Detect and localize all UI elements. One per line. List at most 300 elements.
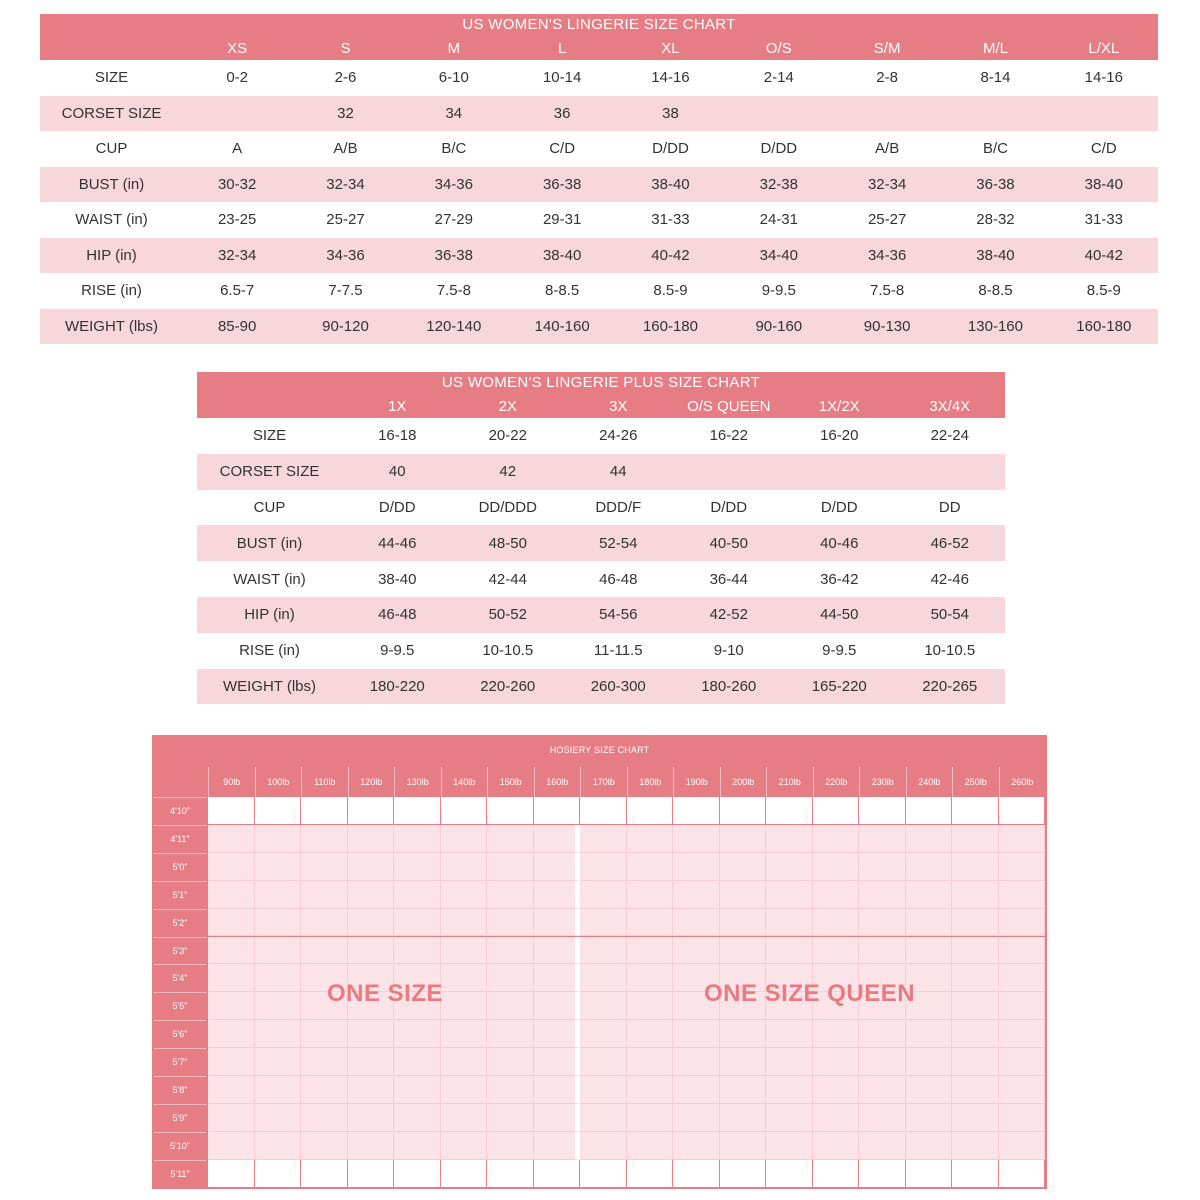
- main-table-cell: 9-9.5: [761, 282, 796, 300]
- hosiery-grid-cell: [813, 909, 860, 937]
- hosiery-grid-cell: [813, 937, 860, 965]
- hosiery-grid-cell: [906, 1132, 953, 1160]
- main-table-cell: A/B: [333, 140, 358, 158]
- hosiery-grid-cell: [952, 937, 999, 965]
- hosiery-grid-cell: [859, 1132, 906, 1160]
- hosiery-grid-cell: [394, 909, 441, 937]
- hosiery-grid-cell: [952, 992, 999, 1020]
- hosiery-grid-cell: [999, 992, 1046, 1020]
- hosiery-grid-cell: [487, 853, 534, 881]
- hosiery-grid-cell: [906, 1020, 953, 1048]
- hosiery-grid-cell: [859, 797, 906, 825]
- main-table-row: [40, 202, 1158, 238]
- hosiery-grid-cell: [627, 909, 674, 937]
- hosiery-grid-cell: [720, 1132, 767, 1160]
- plus-table-cell: 10-10.5: [482, 642, 534, 660]
- hosiery-grid-cell: [441, 992, 488, 1020]
- main-table-cell: 8.5-9: [1086, 282, 1121, 300]
- hosiery-grid-cell: [441, 964, 488, 992]
- main-table-cell: D/DD: [760, 140, 798, 158]
- main-table-cell: [725, 96, 833, 132]
- plus-table-cell: DD/DDD: [478, 498, 537, 516]
- hosiery-grid-cell: [720, 1104, 767, 1132]
- hosiery-grid-cell: [441, 1160, 488, 1188]
- plus-table-cell: 11-11.5: [593, 642, 643, 660]
- weight-header: 200lb: [720, 767, 767, 797]
- main-table-row: [40, 273, 1158, 309]
- hosiery-grid-cell: [673, 1076, 720, 1104]
- lingerie-size-chart-title: US WOMEN'S LINGERIE SIZE CHART: [40, 14, 1158, 36]
- plus-table-cell: 42-44: [488, 570, 527, 588]
- main-table-cell: 8.5-9: [653, 282, 688, 300]
- hosiery-grid-cell: [534, 1132, 581, 1160]
- height-label: 5'8": [154, 1076, 206, 1104]
- hosiery-grid-cell: [394, 1104, 441, 1132]
- hosiery-grid-cell: [301, 825, 348, 853]
- plus-table-cell: 9-10: [713, 642, 744, 660]
- hosiery-grid-cell: [534, 1160, 581, 1188]
- hosiery-grid-cell: [952, 1104, 999, 1132]
- weight-header: 230lb: [859, 767, 906, 797]
- main-size-header: S/M: [833, 36, 941, 60]
- main-table-cell: 36: [508, 96, 616, 132]
- plus-table-cell: 54-56: [563, 597, 674, 633]
- hosiery-grid-cell: [348, 825, 395, 853]
- main-row-label: CORSET SIZE: [40, 96, 183, 132]
- plus-table-cell: 220-265: [895, 669, 1006, 705]
- main-table-cell: 90-120: [291, 309, 399, 345]
- hosiery-grid-cell: [999, 1020, 1046, 1048]
- main-table-cell: 40-42: [616, 238, 724, 274]
- plus-size-chart-title: US WOMEN'S LINGERIE PLUS SIZE CHART: [197, 372, 1005, 394]
- plus-table-cell: 38-40: [378, 570, 417, 588]
- main-table-cell: 160-180: [616, 309, 724, 345]
- plus-table-cell: 52-54: [563, 525, 674, 561]
- hosiery-grid-cell: [534, 797, 581, 825]
- main-size-header: S: [291, 36, 399, 60]
- hosiery-grid-cell: [441, 1104, 488, 1132]
- main-table-cell: 7.5-8: [870, 282, 905, 300]
- plus-size-header-row: [197, 394, 1005, 418]
- hosiery-grid-cell: [720, 1160, 767, 1188]
- plus-table-row: [197, 597, 1005, 633]
- hosiery-grid-cell: [348, 909, 395, 937]
- plus-table-cell: 50-52: [453, 597, 564, 633]
- hosiery-grid-cell: [720, 1020, 767, 1048]
- main-table-cell: A: [232, 140, 243, 158]
- hosiery-grid-cell: [952, 881, 999, 909]
- hosiery-grid-cell: [813, 825, 860, 853]
- hosiery-grid-cell: [813, 797, 860, 825]
- hosiery-grid-cell: [813, 1160, 860, 1188]
- hosiery-grid-cell: [859, 1160, 906, 1188]
- height-label: 5'1": [154, 881, 206, 909]
- hosiery-grid-cell: [255, 1104, 302, 1132]
- plus-row-label: RISE (in): [239, 642, 300, 660]
- main-table-cell: 40-42: [1050, 238, 1158, 274]
- main-table-cell: 29-31: [542, 211, 582, 229]
- main-table-row: [40, 167, 1158, 203]
- hosiery-grid-cell: [394, 1020, 441, 1048]
- hosiery-grid-cell: [906, 1160, 953, 1188]
- main-table-cell: C/D: [1090, 140, 1117, 158]
- main-table-cell: 34-36: [400, 167, 508, 203]
- hosiery-grid-cell: [673, 853, 720, 881]
- hosiery-grid-cell: [255, 964, 302, 992]
- hosiery-grid-cell: [627, 964, 674, 992]
- hosiery-grid-cell: [208, 937, 255, 965]
- hosiery-grid-cell: [766, 909, 813, 937]
- hosiery-grid-cell: [394, 1160, 441, 1188]
- hosiery-grid-cell: [906, 797, 953, 825]
- hosiery-grid-cell: [813, 1076, 860, 1104]
- hosiery-grid-cell: [301, 1076, 348, 1104]
- main-table-cell: 2-14: [763, 69, 794, 87]
- hosiery-grid-cell: [906, 1048, 953, 1076]
- main-table-row: [40, 238, 1158, 274]
- plus-table-cell: 44-46: [342, 525, 453, 561]
- hosiery-grid-cell: [301, 1048, 348, 1076]
- hosiery-grid-cell: [441, 1132, 488, 1160]
- plus-table-cell: DDD/F: [595, 498, 642, 516]
- hosiery-grid-cell: [952, 825, 999, 853]
- hosiery-grid-cell: [394, 825, 441, 853]
- hosiery-grid-cell: [487, 909, 534, 937]
- hosiery-grid-cell: [720, 881, 767, 909]
- plus-table-cell: 16-20: [820, 427, 859, 445]
- main-table-cell: 36-38: [400, 238, 508, 274]
- plus-row-label: CORSET SIZE: [197, 454, 342, 490]
- hosiery-grid-cell: [859, 909, 906, 937]
- hosiery-grid-cell: [534, 1048, 581, 1076]
- hosiery-grid-cell: [348, 1020, 395, 1048]
- hosiery-grid-cell: [627, 1048, 674, 1076]
- height-label: 5'4": [154, 964, 206, 992]
- one-size-queen-zone-label: ONE SIZE QUEEN: [704, 980, 916, 1007]
- hosiery-grid-cell: [255, 992, 302, 1020]
- main-row-label: RISE (in): [81, 282, 142, 300]
- hosiery-grid-cell: [952, 964, 999, 992]
- hosiery-grid-cell: [627, 1160, 674, 1188]
- height-label: 5'5": [154, 992, 206, 1020]
- main-table-cell: 38-40: [941, 238, 1049, 274]
- hosiery-grid-cell: [208, 853, 255, 881]
- height-label: 4'11": [154, 825, 206, 853]
- main-table-cell: 2-6: [334, 69, 357, 87]
- plus-table-cell: 42-46: [930, 570, 969, 588]
- main-table-cell: C/D: [549, 140, 576, 158]
- plus-table-row: [197, 633, 1005, 669]
- main-table-cell: 140-160: [508, 309, 616, 345]
- plus-table-cell: 24-26: [599, 427, 638, 445]
- main-size-header: XS: [183, 36, 291, 60]
- main-table-cell: [183, 96, 291, 132]
- hosiery-grid-cell: [766, 1132, 813, 1160]
- main-table-cell: 6-10: [438, 69, 469, 87]
- main-table-cell: 0-2: [226, 69, 248, 87]
- hosiery-grid-cell: [580, 853, 627, 881]
- hosiery-grid-cell: [952, 1132, 999, 1160]
- hosiery-grid-cell: [394, 853, 441, 881]
- height-label: 4'10": [154, 797, 206, 825]
- hosiery-grid-cell: [720, 797, 767, 825]
- plus-table-row: [197, 454, 1005, 490]
- hosiery-grid-cell: [301, 909, 348, 937]
- hosiery-grid-cell: [952, 1020, 999, 1048]
- main-table-cell: 32-34: [183, 238, 291, 274]
- hosiery-grid-cell: [766, 825, 813, 853]
- main-size-header: M/L: [941, 36, 1049, 60]
- main-table-cell: 2-8: [876, 69, 898, 87]
- hosiery-grid-cell: [720, 825, 767, 853]
- hosiery-grid-cell: [534, 1020, 581, 1048]
- main-table-cell: 130-160: [941, 309, 1049, 345]
- hosiery-grid-cell: [208, 881, 255, 909]
- hosiery-grid-cell: [720, 1076, 767, 1104]
- main-row-label: SIZE: [94, 69, 129, 87]
- plus-table-cell: 16-18: [378, 427, 417, 445]
- lingerie-size-table: [40, 36, 1158, 344]
- main-size-header: XL: [616, 36, 724, 60]
- hosiery-grid-cell: [627, 881, 674, 909]
- hosiery-size-chart: [152, 735, 1047, 1189]
- hosiery-grid-cell: [255, 937, 302, 965]
- main-table-row: [40, 309, 1158, 345]
- hosiery-grid-cell: [441, 937, 488, 965]
- hosiery-grid-cell: [534, 1104, 581, 1132]
- hosiery-grid-cell: [348, 853, 395, 881]
- hosiery-grid-cell: [580, 797, 627, 825]
- hosiery-grid-cell: [999, 1132, 1046, 1160]
- plus-table-cell: 36-44: [709, 570, 748, 588]
- plus-table-cell: D/DD: [820, 498, 858, 516]
- hosiery-grid-cell: [627, 1132, 674, 1160]
- hosiery-grid-cell: [813, 1132, 860, 1160]
- plus-table-cell: [895, 454, 1006, 490]
- height-label: 5'9": [154, 1104, 206, 1132]
- plus-table-row: [197, 669, 1005, 705]
- hosiery-grid-cell: [673, 797, 720, 825]
- hosiery-grid-cell: [627, 1104, 674, 1132]
- hosiery-grid-cell: [766, 937, 813, 965]
- main-table-cell: 28-32: [976, 211, 1015, 229]
- hosiery-grid-cell: [580, 1076, 627, 1104]
- hosiery-grid-cell: [301, 881, 348, 909]
- hosiery-grid-cell: [208, 1020, 255, 1048]
- hosiery-grid-cell: [766, 797, 813, 825]
- main-table-cell: [1050, 96, 1158, 132]
- hosiery-grid-cell: [441, 881, 488, 909]
- hosiery-grid-cell: [766, 1076, 813, 1104]
- hosiery-grid-cell: [301, 1160, 348, 1188]
- main-table-cell: 10-14: [542, 69, 582, 87]
- main-table-cell: 34: [400, 96, 508, 132]
- hosiery-grid-cell: [906, 825, 953, 853]
- plus-table-cell: 40-46: [784, 525, 895, 561]
- hosiery-grid-cell: [673, 1020, 720, 1048]
- hosiery-grid-cell: [580, 1104, 627, 1132]
- hosiery-grid-cell: [487, 797, 534, 825]
- hosiery-grid-cell: [441, 1020, 488, 1048]
- hosiery-grid-cell: [394, 1048, 441, 1076]
- hosiery-size-chart-title: HOSIERY SIZE CHART: [549, 745, 650, 755]
- plus-row-label: WEIGHT (lbs): [197, 669, 342, 705]
- hosiery-grid-cell: [348, 1076, 395, 1104]
- hosiery-grid-cell: [580, 1020, 627, 1048]
- hosiery-grid-cell: [766, 853, 813, 881]
- main-table-cell: 32-34: [291, 167, 399, 203]
- weight-header: 130lb: [394, 767, 441, 797]
- main-table-cell: D/DD: [652, 140, 689, 158]
- weight-header: 100lb: [255, 767, 302, 797]
- hosiery-grid-cell: [673, 825, 720, 853]
- hosiery-grid-cell: [580, 881, 627, 909]
- hosiery-grid-cell: [580, 937, 627, 965]
- hosiery-grid-cell: [487, 825, 534, 853]
- hosiery-grid-cell: [999, 881, 1046, 909]
- hosiery-grid-cell: [208, 964, 255, 992]
- plus-table-cell: 40: [342, 454, 453, 490]
- hosiery-grid-cell: [301, 1132, 348, 1160]
- main-table-cell: 120-140: [400, 309, 508, 345]
- hosiery-grid-cell: [813, 881, 860, 909]
- hosiery-grid-cell: [301, 853, 348, 881]
- hosiery-grid-cell: [534, 964, 581, 992]
- hosiery-grid-cell: [441, 825, 488, 853]
- plus-table-row: [197, 490, 1005, 526]
- hosiery-grid-cell: [487, 1104, 534, 1132]
- main-table-cell: B/C: [441, 140, 467, 158]
- hosiery-grid-cell: [859, 825, 906, 853]
- main-table-row: [40, 96, 1158, 132]
- lingerie-size-chart: [40, 14, 1158, 344]
- height-label: 5'2": [154, 909, 206, 937]
- main-table-cell: B/C: [982, 140, 1008, 158]
- weight-header: 120lb: [348, 767, 395, 797]
- hosiery-grid-cell: [952, 853, 999, 881]
- main-table-cell: 85-90: [183, 309, 291, 345]
- plus-table-cell: DD: [938, 498, 961, 516]
- hosiery-grid-cell: [906, 909, 953, 937]
- main-table-cell: 25-27: [326, 211, 365, 229]
- weight-header: 150lb: [487, 767, 534, 797]
- plus-table-cell: 46-52: [895, 525, 1006, 561]
- plus-table-cell: D/DD: [710, 498, 748, 516]
- plus-table-cell: 22-24: [930, 427, 969, 445]
- main-table-cell: 6.5-7: [220, 282, 255, 300]
- hosiery-grid-cell: [208, 1048, 255, 1076]
- weight-header: 190lb: [673, 767, 720, 797]
- plus-table-cell: 180-220: [342, 669, 453, 705]
- main-table-cell: 34-36: [291, 238, 399, 274]
- hosiery-grid-cell: [580, 964, 627, 992]
- plus-size-header: O/S QUEEN: [674, 394, 785, 418]
- hosiery-grid-cell: [394, 1132, 441, 1160]
- hosiery-grid-cell: [348, 797, 395, 825]
- main-table-cell: 38: [616, 96, 724, 132]
- main-table-cell: 90-130: [833, 309, 941, 345]
- height-label: 5'0": [154, 853, 206, 881]
- plus-row-label: HIP (in): [197, 597, 342, 633]
- hosiery-grid-cell: [999, 1104, 1046, 1132]
- hosiery-grid-cell: [534, 825, 581, 853]
- hosiery-grid-cell: [999, 909, 1046, 937]
- main-size-header: L: [508, 36, 616, 60]
- hosiery-grid-cell: [859, 1076, 906, 1104]
- hosiery-grid-cell: [906, 937, 953, 965]
- main-table-cell: 14-16: [651, 69, 690, 87]
- hosiery-grid-cell: [813, 1020, 860, 1048]
- weight-header: 90lb: [208, 767, 255, 797]
- main-table-cell: 25-27: [867, 211, 907, 229]
- hosiery-grid-cell: [348, 1132, 395, 1160]
- plus-table-cell: 36-42: [820, 570, 859, 588]
- hosiery-grid-cell: [534, 937, 581, 965]
- hosiery-grid-cell: [208, 797, 255, 825]
- main-table-cell: [833, 96, 941, 132]
- hosiery-grid-cell: [999, 853, 1046, 881]
- hosiery-grid-cell: [906, 1104, 953, 1132]
- plus-table-row: [197, 418, 1005, 454]
- plus-table-cell: 10-10.5: [924, 642, 976, 660]
- hosiery-grid-cell: [952, 797, 999, 825]
- hosiery-grid-cell: [627, 1020, 674, 1048]
- hosiery-grid-cell: [580, 1048, 627, 1076]
- main-table-cell: 14-16: [1084, 69, 1123, 87]
- plus-table-cell: 180-260: [674, 669, 785, 705]
- plus-table-row: [197, 561, 1005, 597]
- hosiery-grid-cell: [487, 1048, 534, 1076]
- height-label: 5'10": [154, 1132, 206, 1160]
- hosiery-grid-cell: [394, 881, 441, 909]
- main-table-cell: A/B: [875, 140, 900, 158]
- plus-table-cell: 9-9.5: [822, 642, 857, 660]
- hosiery-grid-cell: [255, 1020, 302, 1048]
- main-size-header: O/S: [725, 36, 833, 60]
- main-table-cell: 90-160: [725, 309, 833, 345]
- hosiery-grid-cell: [348, 1104, 395, 1132]
- hosiery-grid-cell: [394, 1076, 441, 1104]
- main-table-cell: 8-8.5: [545, 282, 580, 300]
- hosiery-grid-cell: [580, 909, 627, 937]
- hosiery-grid-cell: [906, 1076, 953, 1104]
- hosiery-grid-cell: [441, 1076, 488, 1104]
- plus-header-corner: [197, 394, 342, 418]
- plus-size-header: 3X: [563, 394, 674, 418]
- hosiery-grid-cell: [255, 909, 302, 937]
- main-table-cell: 23-25: [217, 211, 257, 229]
- height-label: 5'3": [154, 937, 206, 965]
- hosiery-grid-cell: [766, 1104, 813, 1132]
- hosiery-grid-cell: [720, 909, 767, 937]
- main-table-cell: 8-8.5: [978, 282, 1013, 300]
- plus-table-cell: 42: [453, 454, 564, 490]
- hosiery-grid-cell: [580, 825, 627, 853]
- hosiery-grid-cell: [813, 1104, 860, 1132]
- main-table-row: [40, 131, 1158, 167]
- plus-table-cell: 44-50: [784, 597, 895, 633]
- main-table-cell: [941, 96, 1049, 132]
- hosiery-grid-cell: [859, 1048, 906, 1076]
- main-table-cell: 38-40: [508, 238, 616, 274]
- hosiery-grid-cell: [952, 1160, 999, 1188]
- main-table-cell: 24-31: [759, 211, 798, 229]
- main-row-label: CUP: [95, 140, 128, 158]
- main-table-cell: 31-33: [1084, 211, 1123, 229]
- hosiery-grid-cell: [487, 1160, 534, 1188]
- main-table-cell: 32-34: [833, 167, 941, 203]
- plus-table-cell: 20-22: [488, 427, 527, 445]
